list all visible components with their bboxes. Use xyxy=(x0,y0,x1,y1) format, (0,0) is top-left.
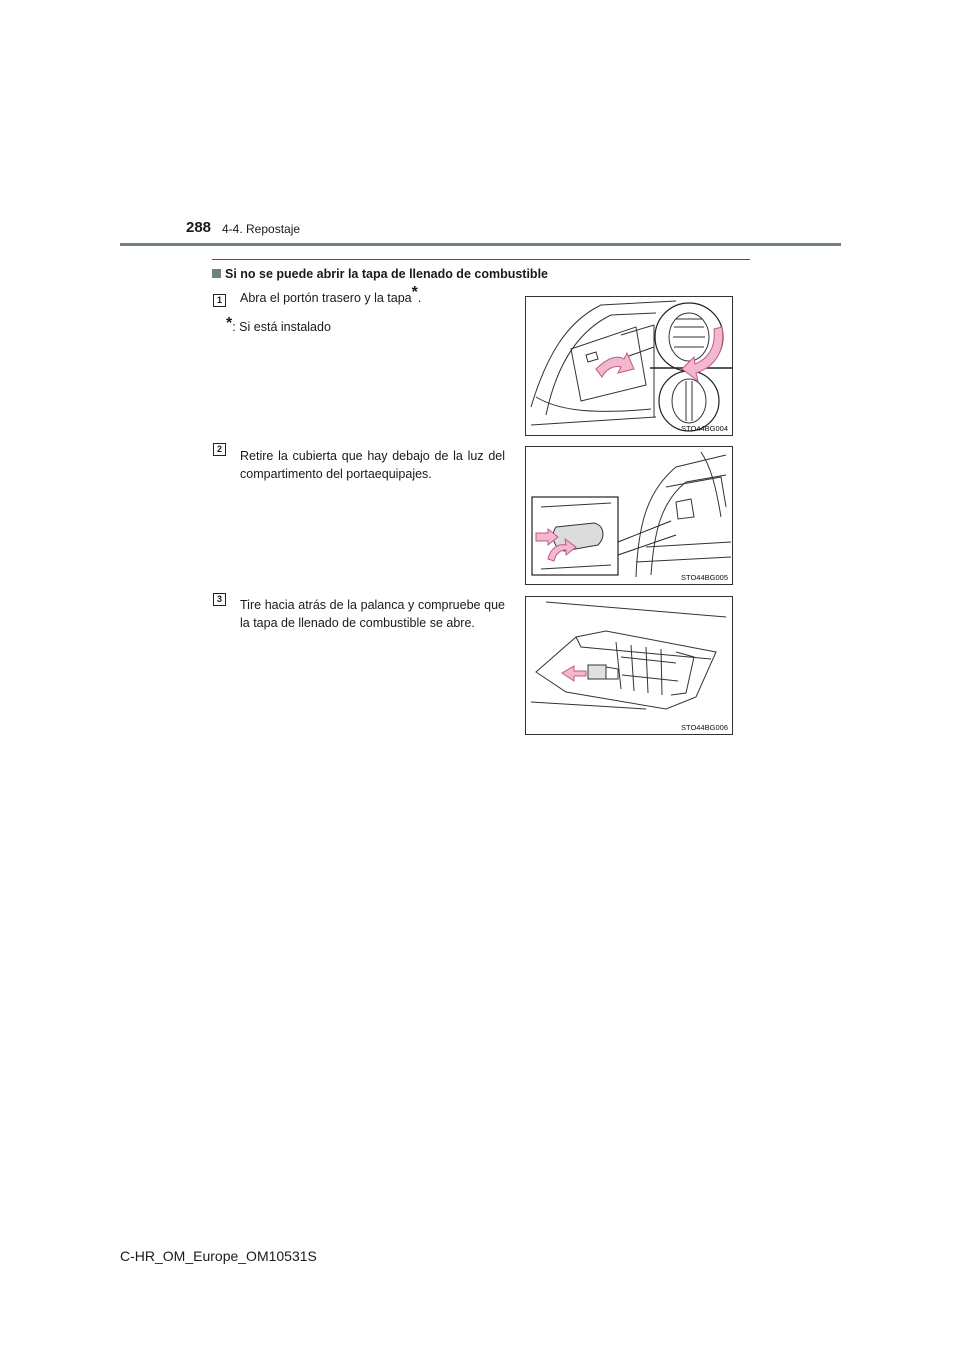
footnote xyxy=(226,315,331,334)
figure-1-code: STO44BG004 xyxy=(681,424,728,433)
step-2-text: Retire la cubierta que hay debajo de la luz del compartimento del portaequipajes. xyxy=(240,449,505,481)
pull-arrow-icon xyxy=(562,666,586,681)
pull-arrow-icon xyxy=(596,353,634,377)
document-code: C-HR_OM_Europe_OM10531S xyxy=(120,1248,317,1264)
page-number: 288 xyxy=(186,219,212,236)
subsection-heading xyxy=(212,267,548,281)
footnote-text: : Si está instalado xyxy=(232,320,331,334)
header-divider xyxy=(120,243,841,246)
figure-3-fuel-lever xyxy=(525,596,733,735)
heading-square-icon xyxy=(212,269,221,278)
step-1-text xyxy=(240,283,422,307)
figure-2-code: STO44BG005 xyxy=(681,573,728,582)
figure-1-trunk-cover xyxy=(525,296,733,436)
footnote-star: * xyxy=(226,315,233,332)
step-number-1: 1 xyxy=(213,294,226,307)
section-title: 4-4. Repostaje xyxy=(222,222,301,236)
figure-2-illustration xyxy=(526,447,732,584)
figure-2-trunk-light-cover xyxy=(525,446,733,585)
footnote-marker: * xyxy=(411,283,418,301)
figure-1-illustration xyxy=(526,297,732,435)
step-number-2: 2 xyxy=(213,443,226,456)
heading-text: Si no se puede abrir la tapa de llenado de combustible xyxy=(225,267,548,281)
figure-3-code: STO44BG006 xyxy=(681,723,728,732)
step-3-text: Tire hacia atrás de la palanca y compruebe que la tapa de llenado de combustible se abre. xyxy=(240,598,505,630)
section-divider xyxy=(212,259,750,260)
step-number-3: 3 xyxy=(213,593,226,606)
figure-3-illustration xyxy=(526,597,732,734)
step-1-suffix: . xyxy=(417,291,422,305)
step-1-body: Abra el portón trasero y la tapa xyxy=(240,291,412,305)
